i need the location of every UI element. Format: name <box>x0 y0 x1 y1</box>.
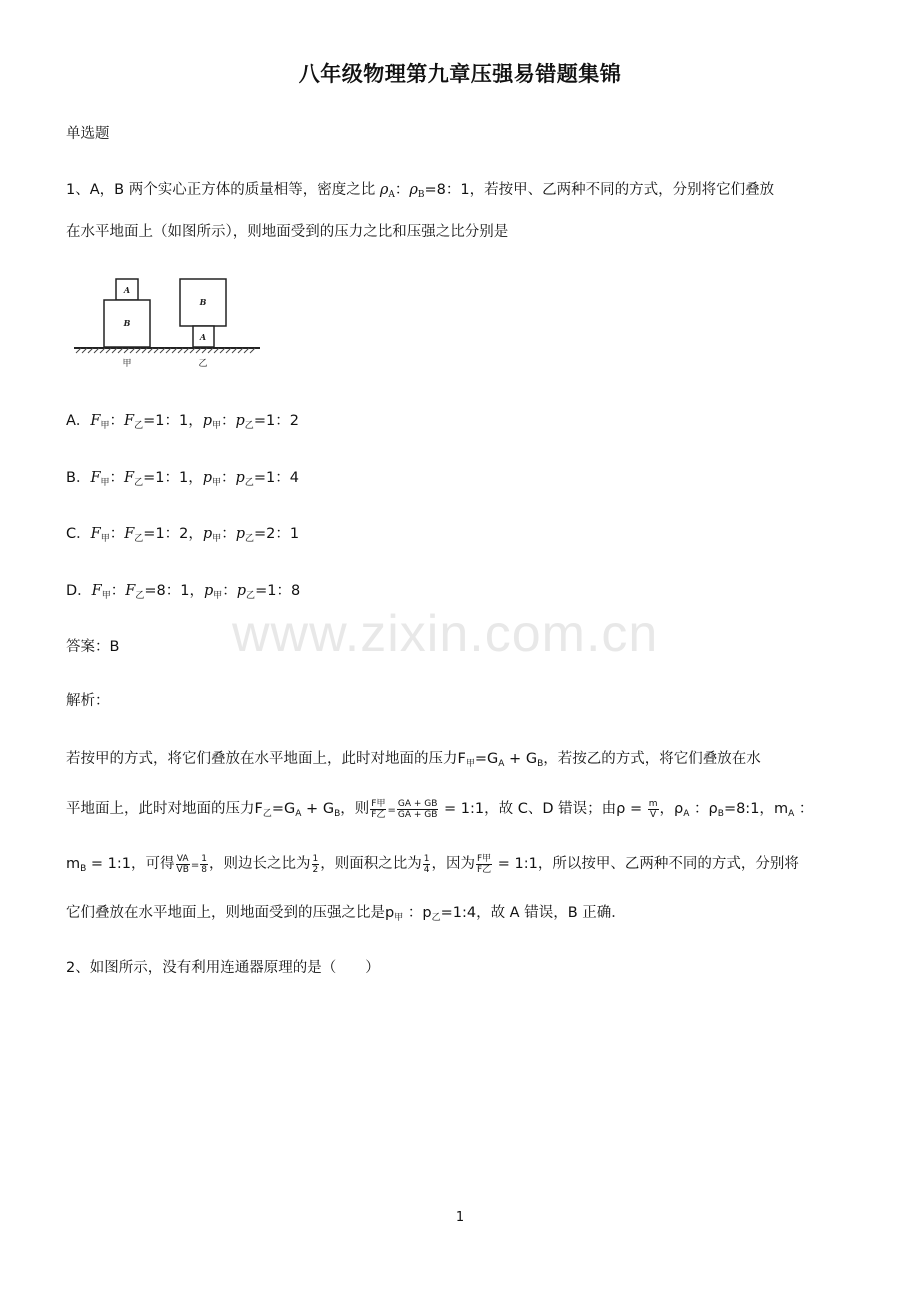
option-b[interactable]: B．$F_甲$：$F_乙=1$：1，$p_甲$：$p_乙=1$：4 <box>66 470 299 488</box>
option-c[interactable]: C．$F_甲$：$F_乙=1$：2，$p_甲$：$p_乙=2$：1 <box>66 526 300 544</box>
label-b-bottom: B <box>123 318 131 328</box>
page-title: 八年级物理第九章压强易错题集锦 <box>298 62 622 86</box>
fraction-m-over-v: $\frac{m}{V}$ <box>648 798 658 820</box>
question-2: 2、如图所示，没有利用连通器原理的是（ ） <box>66 960 380 976</box>
fraction-one-eighth: $\frac{1}{8}$ <box>201 853 208 875</box>
explanation-line-1: 若按甲的方式，将它们叠放在水平地面上，此时对地面的压力$F_甲=G_A + G_B$，若按乙的方式，将它们叠放在水 <box>66 751 761 769</box>
fraction-f-ratio: $\frac{\text{F甲}}{\text{F乙}}$ <box>371 798 386 820</box>
answer: 答案：B <box>66 639 120 655</box>
watermark: www.zixin.com.cn <box>232 605 659 663</box>
fraction-one-half: $\frac{1}{2}$ <box>312 853 319 875</box>
stacked-cubes-figure <box>70 272 270 376</box>
explanation-line-2: 平地面上，此时对地面的压力$F_乙=G_A + G_B$，则 $\frac{\text{F甲}}{\text{F乙}}$ = $\frac{GA + GB}{GA + GB}$ = 1:1，故 C、D 错误；由ρ = $\frac{m}{V}$ ，$\rho_A$ ：$\rho_B=8:1$，$m_A$ ： <box>66 798 814 820</box>
fraction-one-quarter: $\frac{1}{4}$ <box>423 853 430 875</box>
explanation-line-3: $m_B$ = 1:1，可得 $\frac{VA}{VB}$ = $\frac{1}{8}$ ，则边长之比为 $\frac{1}{2}$ ，则面积之比为 $\frac{1}{4}$ ，因为 $\frac{\text{F甲}}{\text{F乙}}$ = 1:1，所以按甲、乙两种不同的方式，分别将 <box>66 853 799 875</box>
fraction-f-ratio-2: $\frac{\text{F甲}}{\text{F乙}}$ <box>476 853 492 875</box>
stacked-cubes-diagram <box>70 272 270 372</box>
question-1-line-2: 在水平地面上（如图所示），则地面受到的压力之比和压强之比分别是 <box>66 224 509 240</box>
analysis-label: 解析： <box>66 693 110 709</box>
fraction-g-ratio: $\frac{GA + GB}{GA + GB}$ <box>397 798 438 820</box>
page-number: 1 <box>455 1210 465 1225</box>
explanation-line-4: 它们叠放在水平地面上，则地面受到的压强之比是$p_甲$ ：$p_乙=1:4$，故 A 错误，B 正确． <box>66 905 626 923</box>
option-a[interactable]: A．$F_甲$：$F_乙=1$：1，$p_甲$：$p_乙=1$：2 <box>66 413 299 431</box>
question-1-line-1: 1、A，B 两个实心正方体的质量相等，密度之比 $\rho_A$：$\rho_B=8$：1，若按甲、乙两种不同的方式，分别将它们叠放 <box>66 182 775 200</box>
label-yi: 乙 <box>198 359 208 369</box>
label-a-top: A <box>123 285 131 295</box>
label-jia: 甲 <box>122 359 132 369</box>
section-heading: 单选题 <box>66 126 110 142</box>
label-b-top: B <box>199 297 207 307</box>
label-a-bottom: A <box>199 332 207 342</box>
option-d[interactable]: D．$F_甲$：$F_乙=8$：1，$p_甲$：$p_乙=1$：8 <box>66 583 301 601</box>
fraction-v-ratio: $\frac{VA}{VB}$ <box>176 853 189 875</box>
